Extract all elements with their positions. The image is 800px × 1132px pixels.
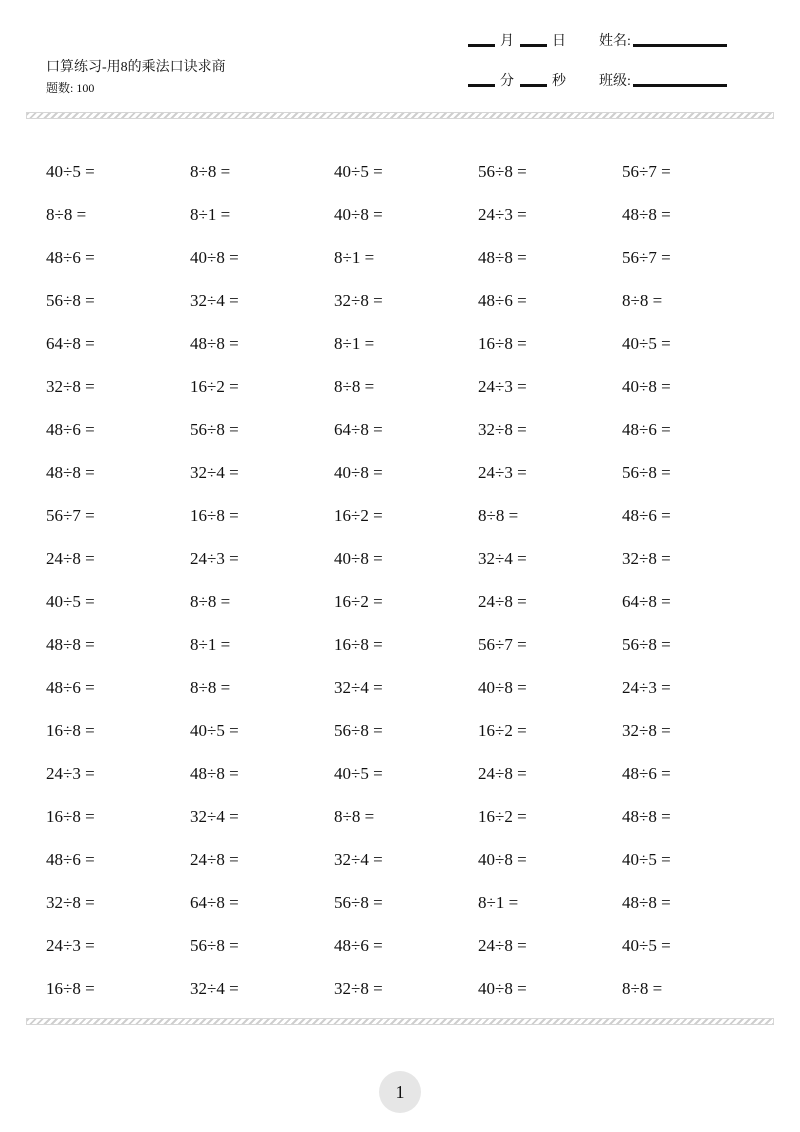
problem-item: 56÷7 =	[46, 505, 95, 525]
problem-item: 56÷8 =	[478, 161, 527, 181]
problem-row	[46, 924, 766, 967]
problem-item: 16÷8 =	[478, 333, 527, 353]
problem-item: 40÷8 =	[334, 548, 383, 568]
problem-item: 16÷2 =	[190, 376, 239, 396]
problem-item: 48÷8 =	[46, 634, 95, 654]
problem-item: 32÷4 =	[190, 806, 239, 826]
page-number: 1	[379, 1071, 421, 1113]
problem-item: 16÷2 =	[334, 591, 383, 611]
problem-item: 32÷8 =	[46, 376, 95, 396]
problem-item: 48÷6 =	[622, 505, 671, 525]
problem-row	[46, 537, 766, 580]
problem-row	[46, 193, 766, 236]
problem-item: 16÷2 =	[478, 720, 527, 740]
problem-item: 48÷8 =	[622, 204, 671, 224]
day-blank[interactable]	[520, 43, 547, 47]
second-blank[interactable]	[520, 83, 547, 87]
problem-item: 8÷1 =	[190, 204, 231, 224]
problem-item: 8÷1 =	[334, 247, 375, 267]
problem-item: 48÷8 =	[478, 247, 527, 267]
second-label: 秒	[552, 74, 566, 89]
problem-item: 16÷8 =	[46, 806, 95, 826]
problem-item: 8÷1 =	[478, 892, 519, 912]
bottom-divider	[26, 1018, 774, 1025]
problem-item: 24÷8 =	[478, 763, 527, 783]
question-count: 题数: 100	[46, 81, 95, 95]
problem-item: 48÷8 =	[190, 763, 239, 783]
problem-row	[46, 236, 766, 279]
problem-item: 56÷8 =	[334, 720, 383, 740]
problem-item: 40÷5 =	[334, 763, 383, 783]
problem-item: 24÷8 =	[46, 548, 95, 568]
minute-label: 分	[500, 74, 514, 89]
problem-item: 8÷8 =	[622, 978, 663, 998]
problem-item: 8÷1 =	[334, 333, 375, 353]
page-title: 口算练习-用8的乘法口诀求商	[46, 60, 226, 75]
problem-item: 56÷8 =	[334, 892, 383, 912]
problem-item: 64÷8 =	[190, 892, 239, 912]
problem-item: 24÷8 =	[190, 849, 239, 869]
problem-item: 24÷8 =	[478, 935, 527, 955]
problem-item: 56÷8 =	[190, 935, 239, 955]
problem-item: 32÷4 =	[334, 849, 383, 869]
problem-item: 24÷3 =	[190, 548, 239, 568]
problem-item: 32÷4 =	[190, 462, 239, 482]
problem-item: 16÷8 =	[334, 634, 383, 654]
problem-item: 8÷8 =	[622, 290, 663, 310]
problem-item: 32÷4 =	[334, 677, 383, 697]
problem-item: 32÷8 =	[46, 892, 95, 912]
problem-row	[46, 795, 766, 838]
problem-grid	[46, 150, 766, 1010]
problem-item: 40÷5 =	[622, 333, 671, 353]
day-label: 日	[552, 34, 566, 49]
problem-item: 48÷6 =	[622, 419, 671, 439]
problem-item: 8÷8 =	[334, 806, 375, 826]
problem-row	[46, 494, 766, 537]
problem-row	[46, 150, 766, 193]
problem-item: 40÷8 =	[190, 247, 239, 267]
problem-row	[46, 666, 766, 709]
problem-item: 40÷5 =	[46, 591, 95, 611]
month-blank[interactable]	[468, 43, 495, 47]
problem-item: 48÷6 =	[46, 849, 95, 869]
problem-row	[46, 322, 766, 365]
problem-item: 40÷5 =	[334, 161, 383, 181]
problem-item: 32÷4 =	[478, 548, 527, 568]
problem-row	[46, 279, 766, 322]
problem-item: 40÷8 =	[478, 677, 527, 697]
problem-item: 64÷8 =	[622, 591, 671, 611]
problem-row	[46, 408, 766, 451]
problem-item: 64÷8 =	[334, 419, 383, 439]
problem-row	[46, 580, 766, 623]
problem-row	[46, 752, 766, 795]
problem-item: 16÷2 =	[334, 505, 383, 525]
problem-item: 24÷3 =	[478, 462, 527, 482]
class-blank[interactable]	[633, 83, 727, 87]
problem-item: 48÷6 =	[46, 419, 95, 439]
problem-item: 48÷8 =	[46, 462, 95, 482]
problem-row	[46, 451, 766, 494]
name-blank[interactable]	[633, 43, 727, 47]
problem-item: 32÷4 =	[190, 290, 239, 310]
problem-row	[46, 709, 766, 752]
problem-item: 40÷8 =	[334, 462, 383, 482]
problem-item: 64÷8 =	[46, 333, 95, 353]
problem-row	[46, 838, 766, 881]
problem-item: 48÷8 =	[622, 806, 671, 826]
problem-item: 8÷8 =	[190, 677, 231, 697]
problem-item: 40÷8 =	[334, 204, 383, 224]
problem-item: 16÷2 =	[478, 806, 527, 826]
problem-item: 32÷8 =	[622, 548, 671, 568]
problem-item: 24÷3 =	[46, 935, 95, 955]
problem-item: 40÷8 =	[478, 849, 527, 869]
problem-item: 56÷7 =	[478, 634, 527, 654]
problem-item: 16÷8 =	[46, 720, 95, 740]
problem-item: 40÷5 =	[190, 720, 239, 740]
problem-item: 40÷5 =	[46, 161, 95, 181]
problem-item: 48÷6 =	[46, 677, 95, 697]
problem-item: 56÷8 =	[46, 290, 95, 310]
problem-item: 8÷8 =	[334, 376, 375, 396]
problem-item: 40÷8 =	[622, 376, 671, 396]
problem-row	[46, 881, 766, 924]
problem-item: 56÷8 =	[190, 419, 239, 439]
problem-item: 16÷8 =	[190, 505, 239, 525]
problem-item: 48÷8 =	[190, 333, 239, 353]
problem-item: 56÷7 =	[622, 247, 671, 267]
problem-row	[46, 967, 766, 1010]
problem-item: 24÷3 =	[46, 763, 95, 783]
problem-row	[46, 623, 766, 666]
problem-row	[46, 365, 766, 408]
time-field	[468, 74, 572, 90]
problem-item: 8÷1 =	[190, 634, 231, 654]
problem-item: 8÷8 =	[190, 591, 231, 611]
problem-item: 40÷5 =	[622, 849, 671, 869]
name-label: 姓名:	[599, 34, 631, 49]
problem-item: 40÷8 =	[478, 978, 527, 998]
problem-item: 16÷8 =	[46, 978, 95, 998]
problem-item: 56÷8 =	[622, 462, 671, 482]
problem-item: 24÷3 =	[622, 677, 671, 697]
problem-item: 24÷3 =	[478, 376, 527, 396]
problem-item: 32÷4 =	[190, 978, 239, 998]
problem-item: 56÷8 =	[622, 634, 671, 654]
problem-item: 48÷8 =	[622, 892, 671, 912]
class-field	[599, 74, 727, 90]
month-label: 月	[500, 34, 514, 49]
date-field	[468, 34, 572, 50]
top-divider	[26, 112, 774, 119]
problem-item: 56÷7 =	[622, 161, 671, 181]
problem-item: 24÷3 =	[478, 204, 527, 224]
problem-item: 32÷8 =	[334, 290, 383, 310]
problem-item: 8÷8 =	[478, 505, 519, 525]
problem-item: 48÷6 =	[334, 935, 383, 955]
problem-item: 24÷8 =	[478, 591, 527, 611]
problem-item: 32÷8 =	[478, 419, 527, 439]
problem-item: 40÷5 =	[622, 935, 671, 955]
problem-item: 32÷8 =	[334, 978, 383, 998]
minute-blank[interactable]	[468, 83, 495, 87]
problem-item: 32÷8 =	[622, 720, 671, 740]
problem-item: 48÷6 =	[622, 763, 671, 783]
problem-item: 8÷8 =	[46, 204, 87, 224]
problem-item: 8÷8 =	[190, 161, 231, 181]
problem-item: 48÷6 =	[478, 290, 527, 310]
class-label: 班级:	[599, 74, 631, 89]
problem-item: 48÷6 =	[46, 247, 95, 267]
name-field	[599, 34, 727, 50]
